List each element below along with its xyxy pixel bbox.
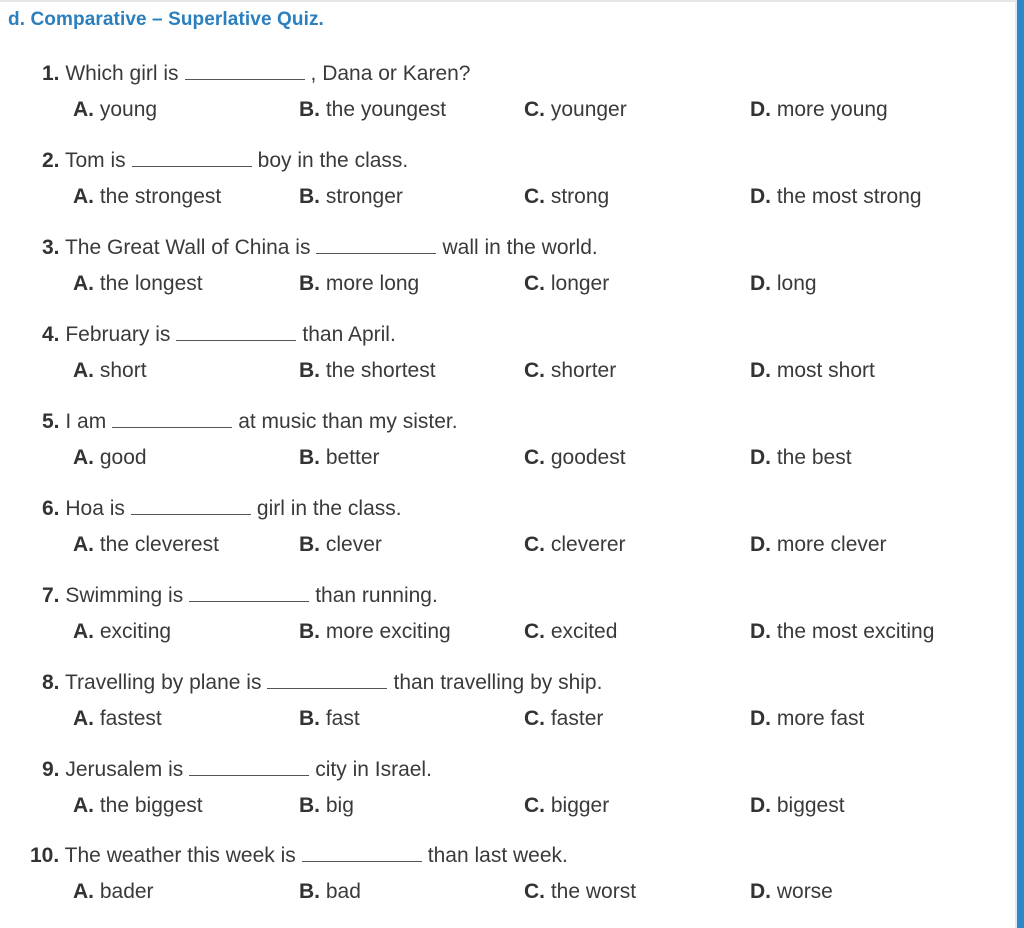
option-text: the biggest (99, 794, 203, 817)
question-stem (42, 409, 458, 435)
option-c[interactable] (524, 793, 609, 819)
option-letter: A. (73, 620, 94, 643)
question-stem (42, 148, 408, 174)
option-letter: B. (299, 620, 320, 643)
question-4 (0, 322, 1000, 392)
option-letter: D. (750, 98, 771, 121)
option-text: strong (550, 185, 610, 208)
option-text: more fast (776, 707, 865, 730)
option-a[interactable] (73, 532, 219, 558)
option-text: fast (325, 707, 360, 730)
option-letter: B. (299, 185, 320, 208)
option-letter: B. (299, 98, 320, 121)
option-text: excited (550, 620, 618, 643)
option-a[interactable] (73, 879, 154, 905)
option-a[interactable] (73, 445, 147, 471)
question-stem (42, 322, 396, 348)
answer-blank[interactable] (185, 61, 305, 80)
question-stem (42, 235, 598, 261)
option-letter: D. (750, 272, 771, 295)
question-text-before: Swimming is (65, 584, 184, 607)
option-text: shorter (550, 359, 617, 382)
top-divider (0, 0, 1020, 2)
question-text-after: wall in the world. (442, 236, 598, 259)
option-letter: A. (73, 794, 94, 817)
answer-blank[interactable] (267, 670, 387, 689)
option-text: good (99, 446, 147, 469)
option-c[interactable] (524, 445, 626, 471)
option-c[interactable] (524, 358, 616, 384)
answer-blank[interactable] (316, 235, 436, 254)
option-text: cleverer (550, 533, 626, 556)
question-text-after: than travelling by ship. (393, 671, 603, 694)
option-letter: C. (524, 98, 545, 121)
question-3 (0, 235, 1000, 305)
option-d[interactable] (750, 793, 845, 819)
option-d[interactable] (750, 879, 833, 905)
question-stem (42, 583, 438, 609)
question-text-after: than last week. (427, 844, 568, 867)
option-text: short (99, 359, 147, 382)
question-stem (42, 61, 470, 87)
option-c[interactable] (524, 271, 609, 297)
option-letter: A. (73, 446, 94, 469)
option-letter: B. (299, 707, 320, 730)
option-text: younger (550, 98, 627, 121)
option-letter: D. (750, 359, 771, 382)
option-text: the cleverest (99, 533, 219, 556)
option-d[interactable] (750, 445, 852, 471)
option-letter: C. (524, 185, 545, 208)
question-stem (30, 843, 568, 869)
question-9 (0, 757, 1000, 827)
question-number: 4. (42, 323, 60, 346)
option-text: most short (776, 359, 875, 382)
option-letter: B. (299, 359, 320, 382)
question-number: 3. (42, 236, 60, 259)
option-letter: C. (524, 272, 545, 295)
option-letter: A. (73, 707, 94, 730)
option-letter: A. (73, 880, 94, 903)
option-text: long (776, 272, 817, 295)
question-5 (0, 409, 1000, 479)
question-text-before: Jerusalem is (65, 758, 184, 781)
option-text: faster (550, 707, 604, 730)
option-text: the most exciting (776, 620, 935, 643)
question-text-before: The weather this week is (64, 844, 296, 867)
question-number: 1. (42, 62, 60, 85)
question-text-after: city in Israel. (315, 758, 432, 781)
question-text-after: than April. (302, 323, 396, 346)
option-letter: D. (750, 794, 771, 817)
option-d[interactable] (750, 271, 817, 297)
option-text: biggest (776, 794, 845, 817)
option-text: better (325, 446, 380, 469)
question-text-before: Hoa is (65, 497, 125, 520)
option-d[interactable] (750, 184, 922, 210)
option-letter: A. (73, 98, 94, 121)
answer-blank[interactable] (189, 583, 309, 602)
option-a[interactable] (73, 358, 147, 384)
option-b[interactable] (299, 184, 403, 210)
option-d[interactable] (750, 97, 888, 123)
option-text: bader (99, 880, 154, 903)
option-text: goodest (550, 446, 626, 469)
option-b[interactable] (299, 358, 436, 384)
option-text: the longest (99, 272, 203, 295)
question-10 (0, 843, 1000, 913)
option-c[interactable] (524, 706, 603, 732)
question-text-before: The Great Wall of China is (64, 236, 311, 259)
answer-blank[interactable] (302, 843, 422, 862)
question-stem (42, 757, 432, 783)
question-number: 8. (42, 671, 60, 694)
option-d[interactable] (750, 358, 875, 384)
option-text: more young (776, 98, 888, 121)
question-text-before: Which girl is (65, 62, 179, 85)
option-letter: B. (299, 533, 320, 556)
option-letter: B. (299, 272, 320, 295)
option-text: worse (776, 880, 833, 903)
option-letter: D. (750, 880, 771, 903)
answer-blank[interactable] (131, 496, 251, 515)
question-text-after: boy in the class. (257, 149, 409, 172)
question-text-after: at music than my sister. (238, 410, 458, 433)
question-1 (0, 61, 1000, 131)
option-c[interactable] (524, 97, 627, 123)
option-b[interactable] (299, 706, 360, 732)
question-number: 9. (42, 758, 60, 781)
option-letter: D. (750, 707, 771, 730)
option-a[interactable] (73, 619, 171, 645)
option-text: more exciting (325, 620, 451, 643)
option-letter: B. (299, 446, 320, 469)
option-text: exciting (99, 620, 172, 643)
question-text-after: than running. (315, 584, 438, 607)
option-c[interactable] (524, 619, 617, 645)
question-text-after: , Dana or Karen? (310, 62, 471, 85)
option-text: clever (325, 533, 382, 556)
option-a[interactable] (73, 706, 162, 732)
question-number: 5. (42, 410, 60, 433)
question-6 (0, 496, 1000, 566)
answer-blank[interactable] (112, 409, 232, 428)
question-text-before: Travelling by plane is (64, 671, 262, 694)
option-text: bad (325, 880, 361, 903)
question-stem (42, 496, 402, 522)
page-title: d. Comparative – Superlative Quiz. (8, 9, 324, 30)
question-text-before: Tom is (64, 149, 126, 172)
option-d[interactable] (750, 706, 864, 732)
question-number: 7. (42, 584, 60, 607)
question-text-before: February is (65, 323, 171, 346)
option-b[interactable] (299, 793, 354, 819)
question-text-after: girl in the class. (256, 497, 402, 520)
question-7 (0, 583, 1000, 653)
option-c[interactable] (524, 532, 626, 558)
option-letter: C. (524, 794, 545, 817)
option-c[interactable] (524, 184, 609, 210)
option-letter: C. (524, 707, 545, 730)
question-text-before: I am (65, 410, 107, 433)
question-8 (0, 670, 1000, 740)
option-text: the worst (550, 880, 637, 903)
option-text: the shortest (325, 359, 436, 382)
option-b[interactable] (299, 619, 451, 645)
option-text: fastest (99, 707, 162, 730)
answer-blank[interactable] (189, 757, 309, 776)
option-d[interactable] (750, 619, 934, 645)
option-text: young (99, 98, 158, 121)
option-b[interactable] (299, 445, 380, 471)
option-letter: C. (524, 620, 545, 643)
option-letter: C. (524, 446, 545, 469)
option-text: the most strong (776, 185, 922, 208)
option-letter: C. (524, 533, 545, 556)
option-text: bigger (550, 794, 610, 817)
option-text: longer (550, 272, 610, 295)
right-frame-border (1017, 0, 1024, 928)
option-letter: B. (299, 880, 320, 903)
option-text: the best (776, 446, 852, 469)
question-stem (42, 670, 602, 696)
question-number: 10. (30, 844, 60, 867)
option-a[interactable] (73, 184, 221, 210)
question-number: 2. (42, 149, 60, 172)
option-letter: B. (299, 794, 320, 817)
option-letter: D. (750, 533, 771, 556)
option-text: more clever (776, 533, 887, 556)
option-letter: C. (524, 359, 545, 382)
option-a[interactable] (73, 97, 157, 123)
option-letter: D. (750, 185, 771, 208)
option-letter: C. (524, 880, 545, 903)
answer-blank[interactable] (176, 322, 296, 341)
option-letter: A. (73, 272, 94, 295)
option-letter: A. (73, 185, 94, 208)
question-2 (0, 148, 1000, 218)
option-letter: A. (73, 359, 94, 382)
option-c[interactable] (524, 879, 636, 905)
option-text: more long (325, 272, 420, 295)
option-a[interactable] (73, 793, 203, 819)
option-d[interactable] (750, 532, 887, 558)
option-a[interactable] (73, 271, 203, 297)
option-text: the youngest (325, 98, 447, 121)
answer-blank[interactable] (132, 148, 252, 167)
option-b[interactable] (299, 97, 446, 123)
option-letter: D. (750, 446, 771, 469)
option-b[interactable] (299, 879, 361, 905)
option-text: stronger (325, 185, 403, 208)
option-b[interactable] (299, 271, 419, 297)
option-letter: D. (750, 620, 771, 643)
option-text: the strongest (99, 185, 222, 208)
option-b[interactable] (299, 532, 382, 558)
question-number: 6. (42, 497, 60, 520)
option-text: big (325, 794, 354, 817)
option-letter: A. (73, 533, 94, 556)
